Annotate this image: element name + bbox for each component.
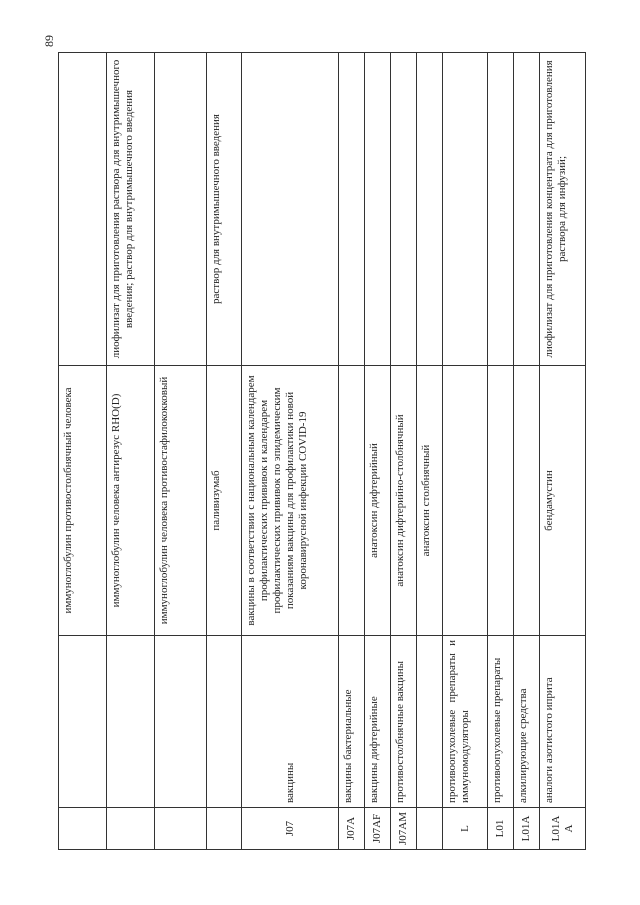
form-cell: [242, 53, 339, 366]
form-cell: лиофилизат для приготовления раствора для внутримышечного введения; раствор для внутримышечного введения: [107, 53, 155, 366]
code-cell: L01A: [514, 808, 540, 850]
group-cell: [207, 636, 242, 808]
code-cell: J07AM: [391, 808, 417, 850]
table-row: [59, 53, 107, 850]
table-row: [365, 53, 391, 850]
code-cell: [59, 808, 107, 850]
form-cell: [155, 53, 207, 366]
form-cell: [443, 53, 488, 366]
code-cell: [417, 808, 443, 850]
substance-cell: [488, 366, 514, 636]
table-row: [514, 53, 540, 850]
code-cell: [107, 808, 155, 850]
form-cell: [339, 53, 365, 366]
form-cell: [391, 53, 417, 366]
code-cell: L01AA: [540, 808, 586, 850]
code-cell: J07A: [339, 808, 365, 850]
form-cell: [514, 53, 540, 366]
group-cell: алкилирующие средства: [514, 636, 540, 808]
table-row: [488, 53, 514, 850]
table-row: [207, 53, 242, 850]
group-cell: вакцины бактериальные: [339, 636, 365, 808]
group-cell: [59, 636, 107, 808]
group-cell: вакцины дифтерийные: [365, 636, 391, 808]
code-cell: L01: [488, 808, 514, 850]
table-row: [417, 53, 443, 850]
table-row: [107, 53, 155, 850]
code-cell: [155, 808, 207, 850]
table-row: [540, 53, 586, 850]
code-cell: [207, 808, 242, 850]
substance-cell: паливизумаб: [207, 366, 242, 636]
substance-cell: бендамустин: [540, 366, 586, 636]
substance-cell: иммуноглобулин человека противостафилококковый: [155, 366, 207, 636]
substance-cell: иммуноглобулин противостолбнячный человека: [59, 366, 107, 636]
substance-cell: анатоксин дифтерийно-столбнячный: [391, 366, 417, 636]
form-cell: [488, 53, 514, 366]
substance-cell: [339, 366, 365, 636]
form-cell: [59, 53, 107, 366]
group-cell: противоопухолевые препараты и иммуномодуляторы: [443, 636, 488, 808]
substance-cell: [443, 366, 488, 636]
substance-cell: вакцины в соответствии с национальным календарем профилактических прививок и календарем профилактических прививок по эпидемическим показаниям вакцины для профилактики новой коронавирусной инфекции COVID-19: [242, 366, 339, 636]
table-row: [391, 53, 417, 850]
form-cell: [417, 53, 443, 366]
substance-cell: иммуноглобулин человека антирезус RHO(D): [107, 366, 155, 636]
form-cell: лиофилизат для приготовления концентрата для приготовления раствора для инфузий;: [540, 53, 586, 366]
table-row: [242, 53, 339, 850]
group-cell: аналоги азотистого иприта: [540, 636, 586, 808]
substance-cell: анатоксин дифтерийный: [365, 366, 391, 636]
group-cell: [107, 636, 155, 808]
group-cell: противоопухолевые препараты: [488, 636, 514, 808]
table-row: [155, 53, 207, 850]
table-row: [443, 53, 488, 850]
drug-table: [58, 52, 586, 850]
page-number: 89: [42, 35, 56, 47]
code-cell: L: [443, 808, 488, 850]
group-cell: [155, 636, 207, 808]
code-cell: J07: [242, 808, 339, 850]
group-cell: противостолбнячные вакцины: [391, 636, 417, 808]
form-cell: раствор для внутримышечного введения: [207, 53, 242, 366]
code-cell: J07AF: [365, 808, 391, 850]
group-cell: [417, 636, 443, 808]
group-cell: вакцины: [242, 636, 339, 808]
form-cell: [365, 53, 391, 366]
substance-cell: [514, 366, 540, 636]
table-row: [339, 53, 365, 850]
substance-cell: анатоксин столбнячный: [417, 366, 443, 636]
